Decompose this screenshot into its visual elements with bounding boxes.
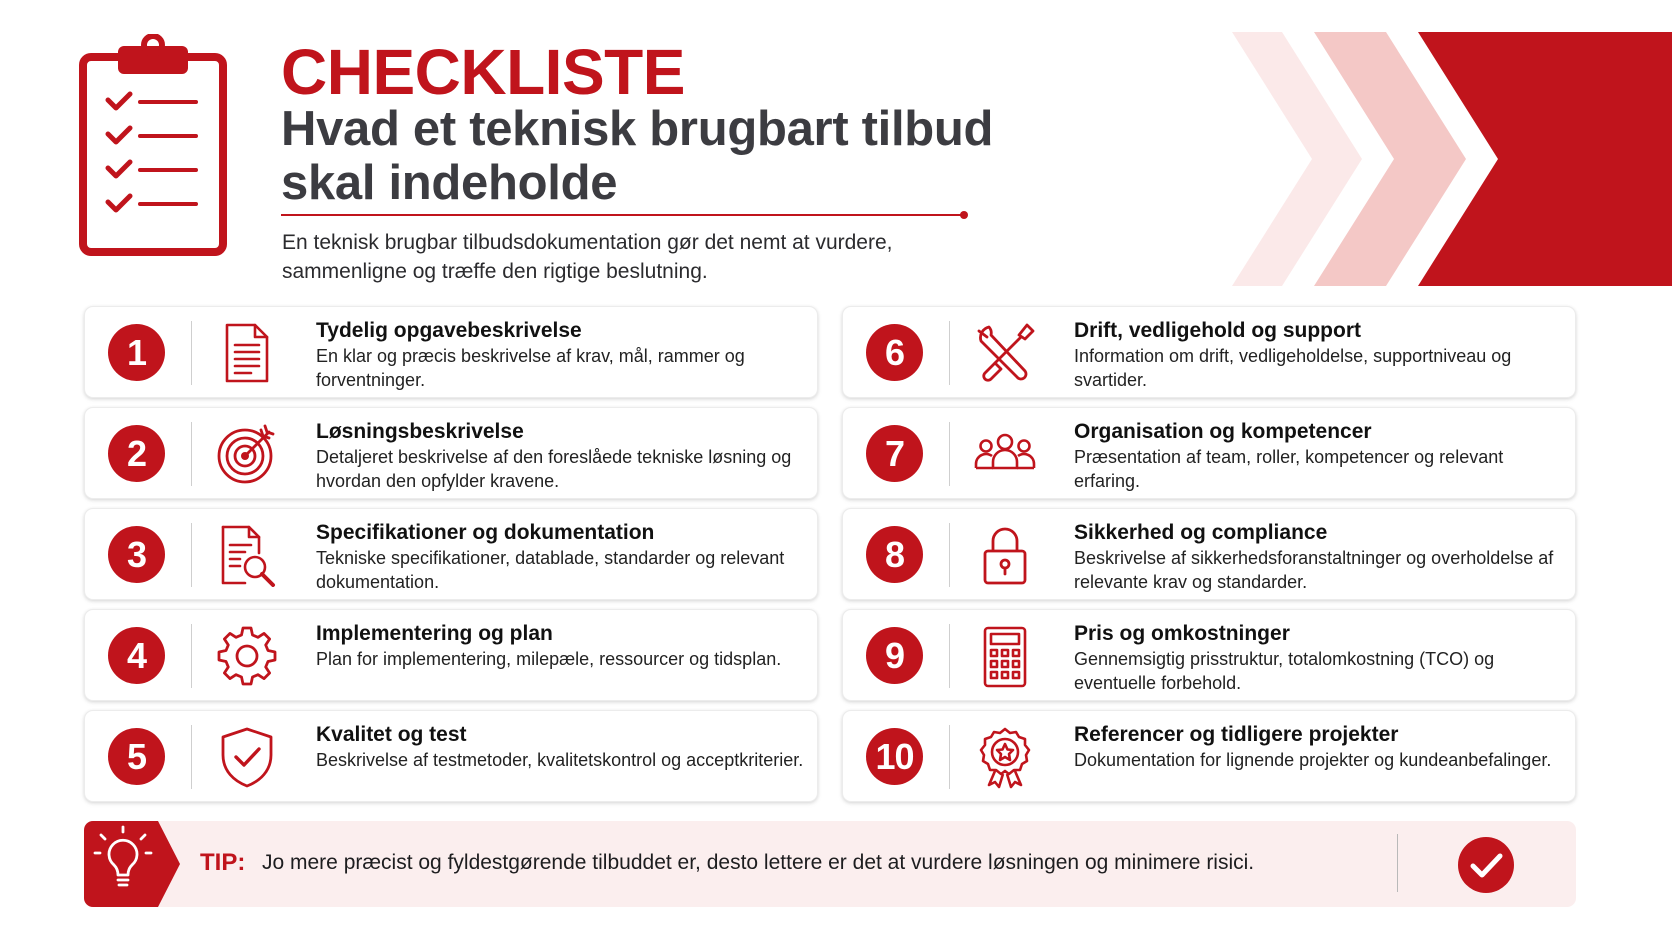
item-divider (191, 624, 192, 688)
clipboard-checklist-icon (78, 34, 228, 256)
item-description: Plan for implementering, milepæle, ressourcer og tidsplan. (316, 649, 782, 669)
team-icon (973, 422, 1037, 486)
item-number: 2 (108, 425, 165, 482)
checklist-item-4 (84, 609, 818, 701)
item-description: Detaljeret beskrivelse af den foreslåede tekniske løsning og hvordan den opfylder kravene. (316, 447, 792, 491)
checklist-item-10 (842, 710, 1576, 802)
checklist-item-3 (84, 508, 818, 600)
item-divider (949, 725, 950, 789)
item-title: Tydelig opgavebeskrivelse (316, 319, 582, 342)
item-title: Løsningsbeskrivelse (316, 420, 524, 443)
calculator-icon (973, 624, 1037, 688)
tip-text: Jo mere præcist og fyldestgørende tilbuddet er, desto lettere er det at vurdere løsningen og minimere risici. (262, 851, 1255, 874)
page-subtitle: Hvad et teknisk brugbart tilbud skal indeholde (281, 102, 994, 210)
tip-divider (1397, 834, 1398, 892)
item-description: Præsentation af team, roller, kompetencer og relevant erfaring. (1074, 447, 1504, 491)
tip-label: TIP: (200, 849, 246, 876)
item-number: 10 (866, 728, 923, 785)
award-badge-icon (973, 725, 1037, 789)
item-description: Dokumentation for lignende projekter og kundeanbefalinger. (1074, 750, 1552, 770)
item-description: Beskrivelse af testmetoder, kvalitetskontrol og acceptkriterier. (316, 750, 804, 770)
target-icon (215, 422, 279, 486)
item-divider (949, 321, 950, 385)
lightbulb-icon (84, 821, 180, 907)
padlock-icon (973, 523, 1037, 587)
item-title: Organisation og kompetencer (1074, 420, 1372, 443)
gear-icon (215, 624, 279, 688)
decorative-chevrons (1232, 32, 1672, 286)
checklist-item-9 (842, 609, 1576, 701)
item-title: Pris og omkostninger (1074, 622, 1290, 645)
item-divider (949, 523, 950, 587)
checklist-item-2 (84, 407, 818, 499)
checklist-item-1 (84, 306, 818, 398)
tools-icon (973, 321, 1037, 385)
shield-check-icon (215, 725, 279, 789)
item-title: Drift, vedligehold og support (1074, 319, 1361, 342)
item-divider (949, 624, 950, 688)
item-number: 4 (108, 627, 165, 684)
item-description: Information om drift, vedligeholdelse, supportniveau og svartider. (1074, 346, 1512, 390)
item-divider (191, 523, 192, 587)
page-title: CHECKLISTE (281, 36, 685, 108)
item-divider (191, 321, 192, 385)
item-number: 8 (866, 526, 923, 583)
intro-text: En teknisk brugbar tilbudsdokumentation gør det nemt at vurdere, sammenligne og træffe den rigtige beslutning. (282, 231, 893, 283)
item-number: 1 (108, 324, 165, 381)
checklist-item-7 (842, 407, 1576, 499)
check-circle-icon (1457, 836, 1515, 894)
title-underline (281, 214, 965, 216)
item-divider (949, 422, 950, 486)
checklist-item-8 (842, 508, 1576, 600)
item-description: Beskrivelse af sikkerhedsforanstaltninger og overholdelse af relevante krav og standarder. (1074, 548, 1554, 592)
item-number: 6 (866, 324, 923, 381)
item-title: Kvalitet og test (316, 723, 467, 746)
document-search-icon (215, 523, 279, 587)
item-description: Gennemsigtig prisstruktur, totalomkostning (TCO) og eventuelle forbehold. (1074, 649, 1495, 693)
item-divider (191, 422, 192, 486)
checklist-item-5 (84, 710, 818, 802)
item-description: En klar og præcis beskrivelse af krav, mål, rammer og forventninger. (316, 346, 745, 390)
item-title: Implementering og plan (316, 622, 553, 645)
item-title: Specifikationer og dokumentation (316, 521, 655, 544)
document-icon (215, 321, 279, 385)
item-number: 9 (866, 627, 923, 684)
checklist-item-6 (842, 306, 1576, 398)
item-divider (191, 725, 192, 789)
item-title: Sikkerhed og compliance (1074, 521, 1328, 544)
item-description: Tekniske specifikationer, datablade, standarder og relevant dokumentation. (316, 548, 785, 592)
item-number: 5 (108, 728, 165, 785)
item-number: 7 (866, 425, 923, 482)
item-title: Referencer og tidligere projekter (1074, 723, 1399, 746)
item-number: 3 (108, 526, 165, 583)
